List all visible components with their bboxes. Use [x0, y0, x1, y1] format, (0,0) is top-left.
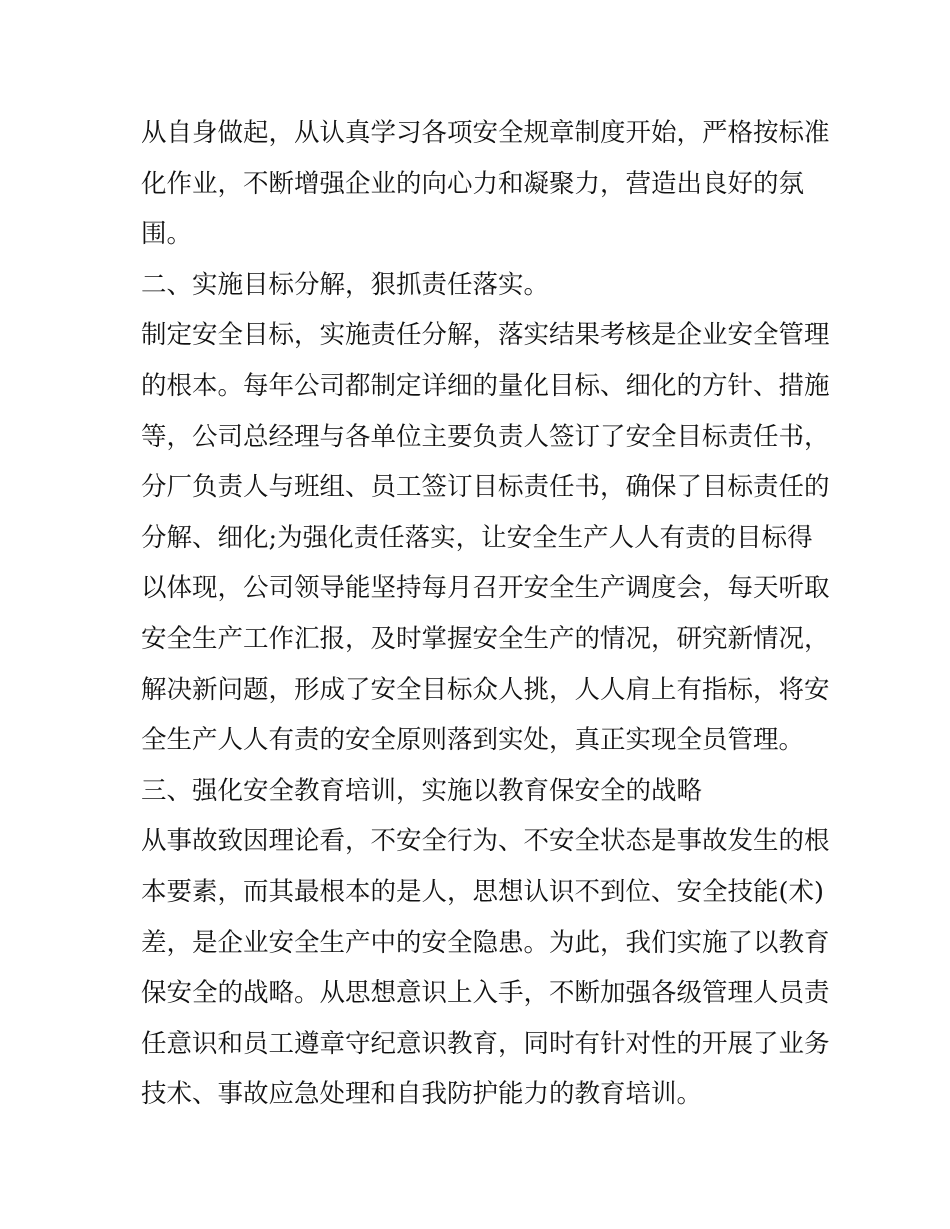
text-line: 等，公司总经理与各单位主要负责人签订了安全目标责任书， — [141, 421, 830, 452]
text-line: 围。 — [141, 219, 193, 250]
text-line: 差，是企业安全生产中的安全隐患。为此，我们实施了以教育 — [141, 927, 830, 958]
text-line: 分厂负责人与班组、员工签订目标责任书，确保了目标责任的 — [141, 472, 830, 503]
text-line: 的根本。每年公司都制定详细的量化目标、细化的方针、措施 — [141, 370, 830, 401]
document-body — [141, 108, 830, 1120]
text-line: 技术、事故应急处理和自我防护能力的教育培训。 — [141, 1079, 703, 1110]
text-line: 任意识和员工遵章守纪意识教育，同时有针对性的开展了业务 — [141, 1028, 830, 1059]
text-line: 解决新问题，形成了安全目标众人挑，人人肩上有指标，将安 — [141, 674, 830, 705]
text-line: 全生产人人有责的安全原则落到实处，真正实现全员管理。 — [141, 725, 805, 756]
text-line: 保安全的战略。从思想意识上入手，不断加强各级管理人员责 — [141, 978, 830, 1009]
text-line: 分解、细化;为强化责任落实，让安全生产人人有责的目标得 — [141, 522, 813, 553]
text-line: 本要素，而其最根本的是人，思想认识不到位、安全技能(术) — [141, 876, 824, 907]
text-line: 从自身做起，从认真学习各项安全规章制度开始，严格按标准 — [141, 118, 830, 148]
text-line: 以体现，公司领导能坚持每月召开安全生产调度会，每天听取 — [141, 573, 830, 604]
text-line: 从事故致因理论看，不安全行为、不安全状态是事故发生的根 — [141, 826, 830, 857]
text-line: 安全生产工作汇报，及时掌握安全生产的情况，研究新情况， — [141, 623, 830, 654]
text-line: 制定安全目标，实施责任分解，落实结果考核是企业安全管理 — [141, 320, 830, 351]
section-heading-3: 三、强化安全教育培训，实施以教育保安全的战略 — [141, 775, 703, 806]
text-line: 化作业，不断增强企业的向心力和凝聚力，营造出良好的氛 — [141, 168, 805, 199]
section-heading-2: 二、实施目标分解，狠抓责任落实。 — [141, 269, 550, 300]
